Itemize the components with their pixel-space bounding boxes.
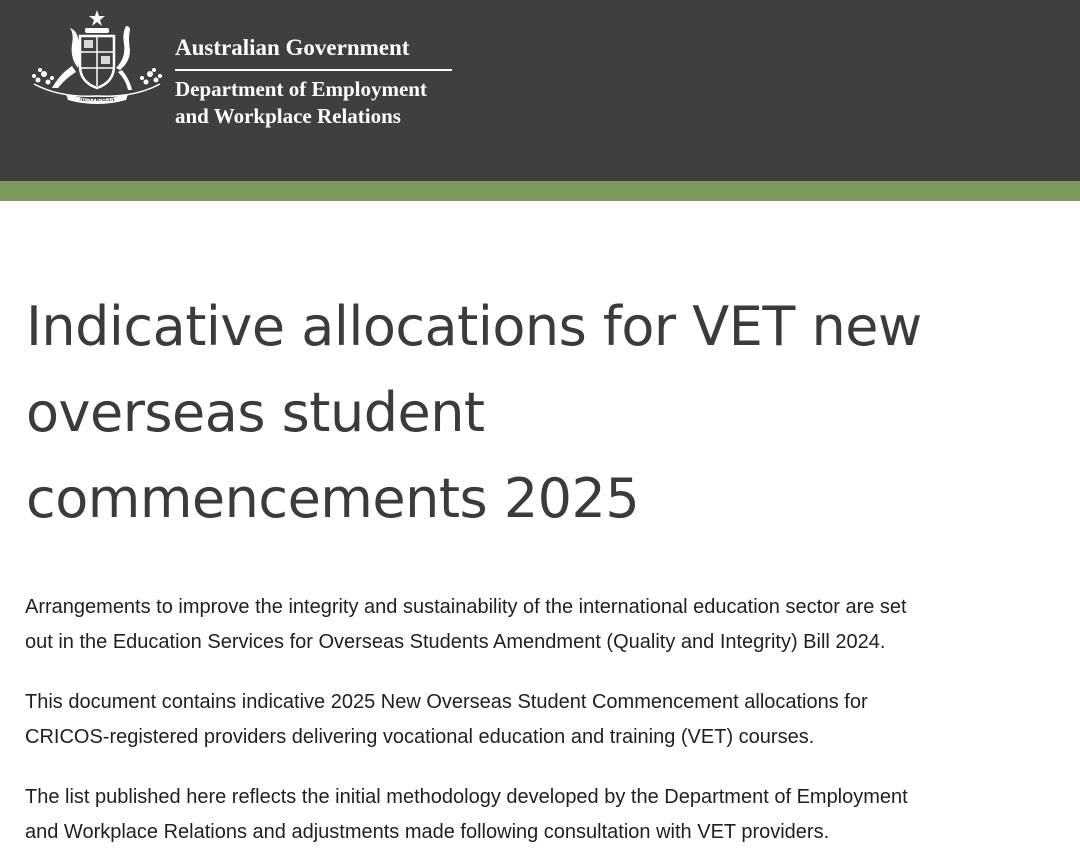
accent-stripe	[0, 181, 1080, 201]
header-banner	[0, 0, 1080, 181]
page-title	[26, 284, 1066, 542]
paragraph-line: This document contains indicative 2025 New Overseas Student Commencement allocations for	[25, 691, 868, 713]
paragraph-line: and Workplace Relations and adjustments made following consultation with VET providers.	[25, 821, 830, 843]
department-line: and Workplace Relations	[175, 104, 401, 128]
department-name	[175, 76, 475, 130]
paragraph-line: out in the Education Services for Overseas Students Amendment (Quality and Integrity) Bill 2024.	[25, 631, 886, 653]
title-line: overseas student	[26, 381, 485, 444]
header-divider	[175, 69, 452, 71]
paragraph-line: CRICOS-registered providers delivering vocational education and training (VET) courses.	[25, 726, 815, 748]
methodology-paragraph	[25, 780, 1065, 850]
commonwealth-coat-of-arms-icon	[30, 8, 164, 108]
department-line: Department of Employment	[175, 77, 427, 101]
paragraph-line: Arrangements to improve the integrity and sustainability of the international education sector are set	[25, 596, 907, 618]
intro-paragraph	[25, 590, 1065, 660]
title-line: Indicative allocations for VET new	[26, 295, 922, 358]
scope-paragraph	[25, 685, 1065, 755]
crest-scroll-label: AUSTRALIA	[79, 97, 115, 103]
paragraph-line: The list published here reflects the initial methodology developed by the Department of Employment	[25, 786, 908, 808]
government-name: Australian Government	[175, 35, 410, 60]
title-line: commencements 2025	[26, 467, 640, 530]
